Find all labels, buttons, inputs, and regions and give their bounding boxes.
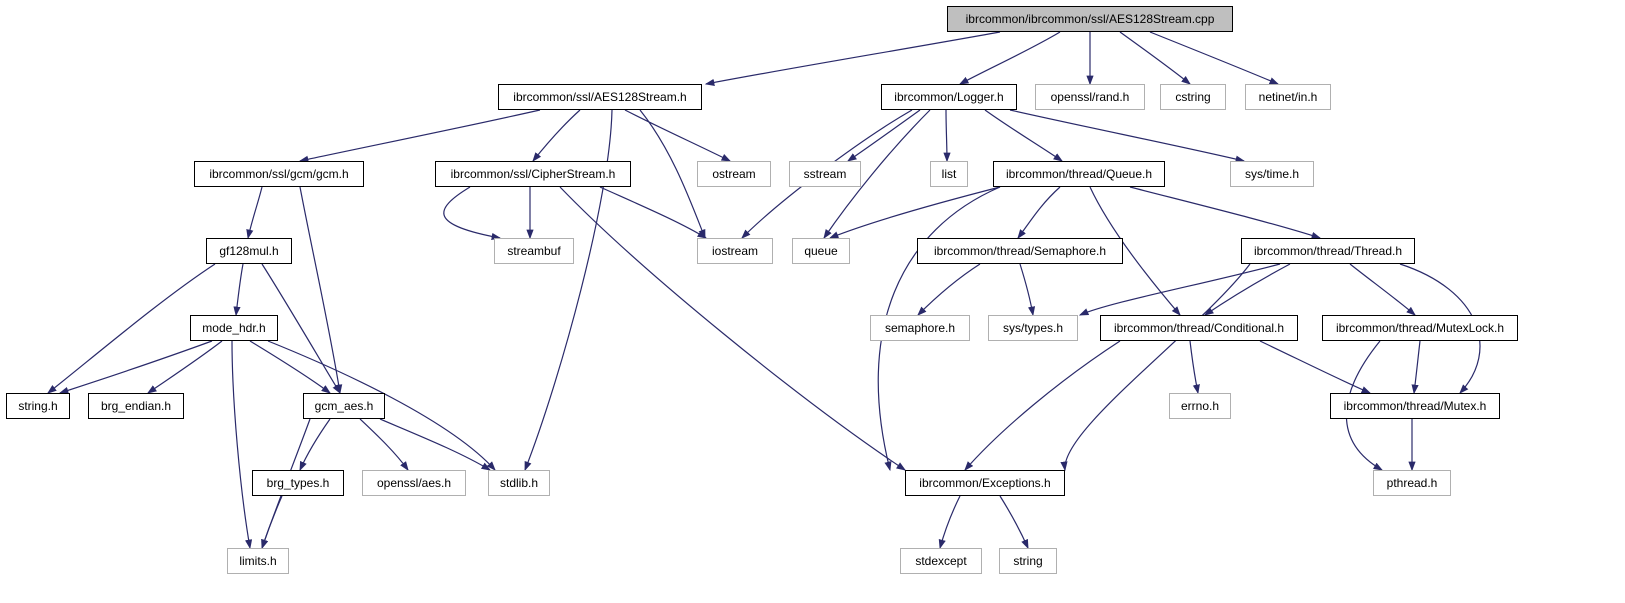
- graph-edge-n19-to-n25: [148, 341, 222, 393]
- graph-edge-n19-to-n34: [232, 341, 250, 548]
- graph-node-limits-h[interactable]: limits.h: [227, 548, 289, 574]
- graph-edge-n2-to-n12: [1010, 110, 1244, 161]
- graph-edge-n26-to-n29: [300, 419, 330, 470]
- graph-node-sys-time-h[interactable]: sys/time.h: [1230, 161, 1314, 187]
- graph-node-gf128mul-h[interactable]: gf128mul.h: [206, 238, 292, 264]
- graph-node-pthread-h[interactable]: pthread.h: [1373, 470, 1451, 496]
- graph-edge-n7-to-n14: [444, 187, 500, 238]
- graph-node-semaphore-h[interactable]: semaphore.h: [870, 315, 970, 341]
- graph-edge-n6-to-n26: [300, 187, 340, 393]
- graph-node-errno-h[interactable]: errno.h: [1169, 393, 1231, 419]
- graph-edge-n19-to-n24: [60, 341, 212, 393]
- graph-node-sstream[interactable]: sstream: [789, 161, 861, 187]
- graph-node-sys-types-h[interactable]: sys/types.h: [988, 315, 1078, 341]
- graph-node-brg-types-h[interactable]: brg_types.h: [252, 470, 344, 496]
- graph-edge-n1-to-n7: [533, 110, 580, 161]
- graph-node-streambuf[interactable]: streambuf: [494, 238, 574, 264]
- graph-node-string[interactable]: string: [999, 548, 1057, 574]
- graph-edge-n11-to-n18: [1130, 187, 1320, 238]
- graph-edge-n6-to-n13: [248, 187, 262, 238]
- graph-node-ostream[interactable]: ostream: [697, 161, 771, 187]
- graph-edge-n1-to-n8: [625, 110, 730, 161]
- graph-node-ibrcommon-thread-mutex-h[interactable]: ibrcommon/thread/Mutex.h: [1330, 393, 1500, 419]
- graph-node-iostream[interactable]: iostream: [697, 238, 773, 264]
- graph-node-ibrcommon-ssl-gcm-gcm-h[interactable]: ibrcommon/ssl/gcm/gcm.h: [194, 161, 364, 187]
- graph-node-ibrcommon-thread-queue-h[interactable]: ibrcommon/thread/Queue.h: [993, 161, 1165, 187]
- graph-node-stdexcept[interactable]: stdexcept: [900, 548, 982, 574]
- graph-node-ibrcommon-ssl-cipherstream-h[interactable]: ibrcommon/ssl/CipherStream.h: [435, 161, 631, 187]
- graph-edge-n23-to-n28: [1414, 341, 1420, 393]
- graph-node-gcm-aes-h[interactable]: gcm_aes.h: [303, 393, 385, 419]
- graph-edge-n18-to-n22: [1205, 264, 1290, 315]
- graph-edge-n1-to-n6: [300, 110, 540, 161]
- graph-edge-n1-to-n15: [640, 110, 705, 238]
- graph-edge-n29-to-n34: [262, 496, 282, 548]
- graph-edge-n22-to-n28: [1260, 341, 1370, 393]
- graph-edge-n7-to-n15: [600, 187, 706, 238]
- graph-edge-n18-to-n23: [1350, 264, 1415, 315]
- graph-node-openssl-aes-h[interactable]: openssl/aes.h: [362, 470, 466, 496]
- graph-edge-n26-to-n31: [380, 419, 490, 470]
- graph-edge-n7-to-n32: [560, 187, 905, 470]
- graph-edge-n26-to-n30: [360, 419, 408, 470]
- graph-node-ibrcommon-ibrcommon-ssl-aes128stream-cpp[interactable]: ibrcommon/ibrcommon/ssl/AES128Stream.cpp: [947, 6, 1233, 32]
- graph-edge-n0-to-n1: [706, 32, 1000, 84]
- graph-node-queue[interactable]: queue: [792, 238, 850, 264]
- graph-node-ibrcommon-exceptions-h[interactable]: ibrcommon/Exceptions.h: [905, 470, 1065, 496]
- graph-edge-n2-to-n10: [946, 110, 947, 161]
- graph-node-ibrcommon-thread-mutexlock-h[interactable]: ibrcommon/thread/MutexLock.h: [1322, 315, 1518, 341]
- graph-edge-n22-to-n32: [965, 341, 1120, 470]
- graph-edge-n11-to-n17: [1018, 187, 1060, 238]
- graph-edge-n2-to-n9: [848, 110, 920, 161]
- graph-edge-n13-to-n19: [236, 264, 243, 315]
- graph-edge-n0-to-n2: [960, 32, 1060, 84]
- graph-node-ibrcommon-thread-semaphore-h[interactable]: ibrcommon/thread/Semaphore.h: [917, 238, 1123, 264]
- graph-edge-n22-to-n27: [1190, 341, 1198, 393]
- graph-node-ibrcommon-ssl-aes128stream-h[interactable]: ibrcommon/ssl/AES128Stream.h: [498, 84, 702, 110]
- graph-node-brg-endian-h[interactable]: brg_endian.h: [88, 393, 184, 419]
- graph-edge-n18-to-n32: [1065, 264, 1250, 470]
- graph-node-netinet-in-h[interactable]: netinet/in.h: [1245, 84, 1331, 110]
- graph-edge-n32-to-n36: [1000, 496, 1028, 548]
- graph-node-ibrcommon-thread-conditional-h[interactable]: ibrcommon/thread/Conditional.h: [1100, 315, 1298, 341]
- graph-edge-n18-to-n21: [1080, 264, 1280, 315]
- graph-edge-n17-to-n21: [1020, 264, 1033, 315]
- graph-node-stdlib-h[interactable]: stdlib.h: [488, 470, 550, 496]
- graph-edge-n17-to-n20: [918, 264, 980, 315]
- graph-edge-n19-to-n26: [250, 341, 330, 393]
- graph-edge-n0-to-n5: [1150, 32, 1278, 84]
- graph-edge-n2-to-n11: [985, 110, 1062, 161]
- graph-node-list[interactable]: list: [930, 161, 968, 187]
- graph-node-string-h[interactable]: string.h: [6, 393, 70, 419]
- graph-node-ibrcommon-logger-h[interactable]: ibrcommon/Logger.h: [881, 84, 1017, 110]
- graph-edge-n11-to-n16: [830, 187, 1000, 238]
- graph-node-ibrcommon-thread-thread-h[interactable]: ibrcommon/thread/Thread.h: [1241, 238, 1415, 264]
- graph-node-openssl-rand-h[interactable]: openssl/rand.h: [1035, 84, 1145, 110]
- graph-edge-n0-to-n4: [1120, 32, 1190, 84]
- graph-node-mode-hdr-h[interactable]: mode_hdr.h: [190, 315, 278, 341]
- graph-node-cstring[interactable]: cstring: [1160, 84, 1226, 110]
- graph-edge-n32-to-n35: [940, 496, 960, 548]
